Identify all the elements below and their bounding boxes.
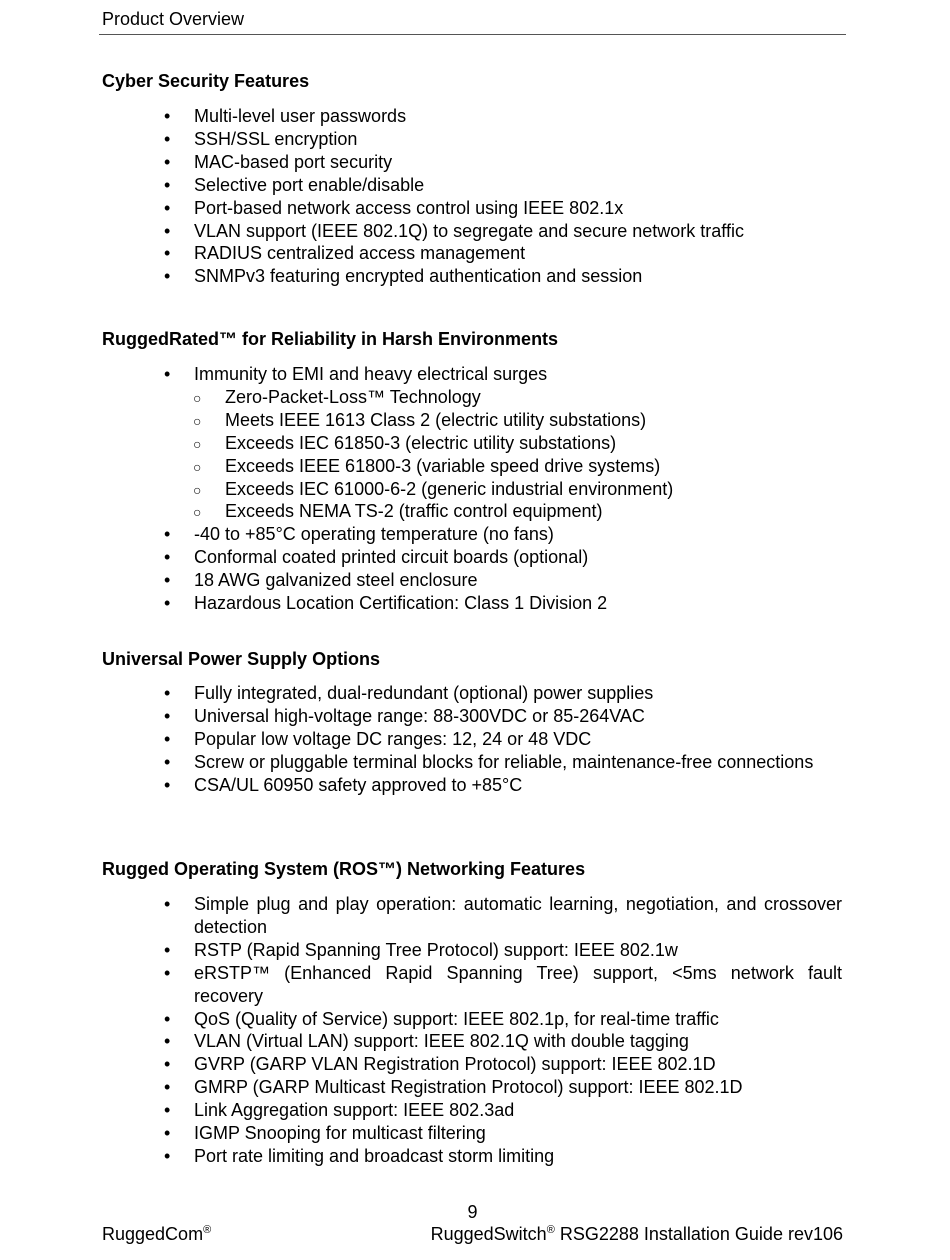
sub-list-item: ○ Exceeds IEC 61850-3 (electric utility substations) [0, 432, 950, 455]
sub-list-item: ○ Exceeds IEEE 61800-3 (variable speed drive systems) [0, 455, 950, 478]
circle-bullet-icon: ○ [193, 481, 202, 498]
bullet-icon: • [164, 1145, 171, 1166]
bullet-icon: • [164, 364, 171, 384]
circle-bullet-icon: ○ [193, 504, 202, 521]
bullet-icon: • [164, 751, 171, 772]
list-item: • Fully integrated, dual-redundant (optional) power supplies [164, 683, 654, 703]
bullet-icon: • [164, 106, 171, 126]
bullet-icon: • [164, 962, 171, 983]
bullet-icon: • [164, 220, 171, 241]
circle-bullet-icon: ○ [193, 389, 202, 406]
list-item: • VLAN (Virtual LAN) support: IEEE 802.1Q with double tagging [164, 1031, 689, 1052]
list-item: • RSTP (Rapid Spanning Tree Protocol) support: IEEE 802.1w [164, 939, 678, 960]
bullet-icon: • [164, 1008, 171, 1029]
circle-bullet-icon: ○ [193, 412, 202, 429]
list-item: • CSA/UL 60950 safety approved to +85°C [164, 774, 523, 795]
bullet-icon: • [164, 1054, 171, 1075]
bullet-icon: • [164, 683, 171, 703]
list-item: • Simple plug and play operation: automatic learning, negotiation, and crossover detection [164, 894, 842, 937]
bullet-icon: • [164, 728, 171, 749]
sub-list-item: ○ Zero-Packet-Loss™ Technology [0, 386, 950, 409]
list-item: • SNMPv3 featuring encrypted authentication and session [164, 266, 643, 287]
page-header: Product Overview [102, 9, 245, 29]
bullet-icon: • [164, 593, 171, 614]
list-item: • eRSTP™ (Enhanced Rapid Spanning Tree) support, <5ms network fault recovery [164, 962, 842, 1006]
list-item: • Immunity to EMI and heavy electrical surges [164, 364, 548, 384]
section-title-rugged-rated: RuggedRated™ for Reliability in Harsh Environments [102, 329, 559, 349]
list-item: • MAC-based port security [164, 151, 393, 172]
bullet-icon: • [164, 1100, 171, 1121]
bullet-icon: • [164, 151, 171, 172]
list-item: • SSH/SSL encryption [164, 128, 358, 149]
list-item: • VLAN support (IEEE 802.1Q) to segregate and secure network traffic [164, 220, 744, 241]
circle-bullet-icon: ○ [193, 458, 202, 475]
footer-document-title: RuggedSwitch® RSG2288 Installation Guide rev106 [430, 1224, 843, 1244]
footer-brand: RuggedCom® [102, 1224, 212, 1244]
bullet-icon: • [164, 774, 171, 795]
list-item: • IGMP Snooping for multicast filtering [164, 1123, 486, 1144]
bullet-icon: • [164, 1077, 171, 1098]
sub-list-item: ○ Exceeds NEMA TS-2 (traffic control equipment) [0, 500, 950, 523]
bullet-icon: • [164, 266, 171, 287]
list-item: • GMRP (GARP Multicast Registration Protocol) support: IEEE 802.1D [164, 1077, 743, 1098]
list-item: • Conformal coated printed circuit boards (optional) [164, 547, 589, 568]
list-item: • Port-based network access control using IEEE 802.1x [164, 197, 624, 218]
page-number: 9 [467, 1202, 478, 1222]
list-item: • Port rate limiting and broadcast storm limiting [164, 1145, 555, 1166]
list-item: • GVRP (GARP VLAN Registration Protocol) support: IEEE 802.1D [164, 1054, 716, 1075]
circle-bullet-icon: ○ [193, 435, 202, 452]
list-item: • Universal high-voltage range: 88-300VDC or 85-264VAC [164, 705, 645, 726]
list-item: • Link Aggregation support: IEEE 802.3ad [164, 1100, 515, 1121]
bullet-icon: • [164, 1031, 171, 1052]
section-title-cyber-security: Cyber Security Features [102, 71, 310, 91]
list-item: • Multi-level user passwords [164, 106, 407, 126]
sub-list-item: ○ Meets IEEE 1613 Class 2 (electric utility substations) [0, 409, 950, 432]
bullet-icon: • [164, 524, 171, 545]
sub-list-item: ○ Exceeds IEC 61000-6-2 (generic industrial environment) [0, 478, 950, 501]
list-item: • RADIUS centralized access management [164, 243, 526, 264]
section-title-ros-networking: Rugged Operating System (ROS™) Networking Features [102, 859, 586, 879]
bullet-icon: • [164, 894, 171, 914]
list-item: • QoS (Quality of Service) support: IEEE 802.1p, for real-time traffic [164, 1008, 719, 1029]
list-item: • Hazardous Location Certification: Class 1 Division 2 [164, 593, 608, 614]
bullet-icon: • [164, 128, 171, 149]
list-item: • -40 to +85°C operating temperature (no fans) [164, 524, 554, 545]
list-cyber-security [0, 105, 950, 288]
bullet-icon: • [164, 174, 171, 195]
bullet-icon: • [164, 1123, 171, 1144]
bullet-icon: • [164, 939, 171, 960]
header-divider [99, 34, 846, 35]
section-title-power-supply: Universal Power Supply Options [102, 649, 381, 669]
bullet-icon: • [164, 197, 171, 218]
bullet-icon: • [164, 705, 171, 726]
list-ros-networking [0, 893, 950, 1168]
list-rugged-rated [0, 363, 950, 615]
list-item: • Selective port enable/disable [164, 174, 425, 195]
bullet-icon: • [164, 547, 171, 568]
list-power-supply [0, 682, 950, 797]
bullet-icon: • [164, 243, 171, 264]
list-item: • Popular low voltage DC ranges: 12, 24 or 48 VDC [164, 728, 592, 749]
bullet-icon: • [164, 570, 171, 591]
list-item: • 18 AWG galvanized steel enclosure [164, 570, 478, 591]
list-item: • Screw or pluggable terminal blocks for reliable, maintenance-free connections [164, 751, 814, 772]
